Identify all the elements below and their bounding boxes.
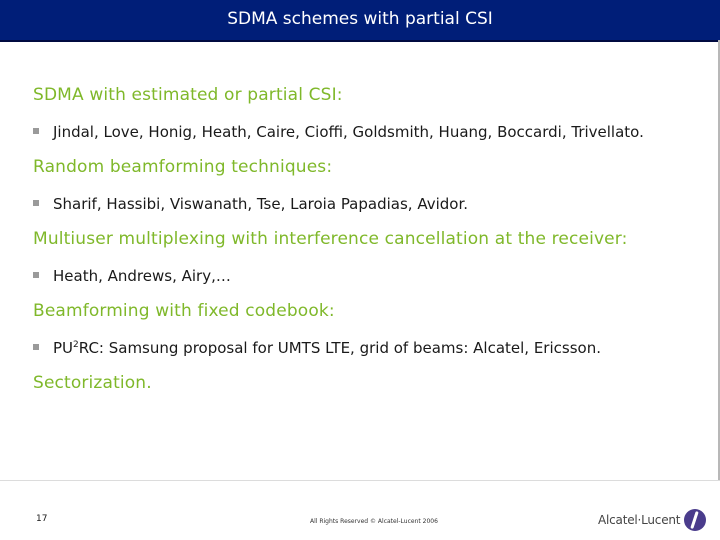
bullet-marker-icon [33,272,39,278]
copyright-notice: All Rights Reserved © Alcatel-Lucent 2006 [310,518,438,525]
section-heading-partial-csi: SDMA with estimated or partial CSI: [33,85,343,105]
bullet-random-beamforming-authors [33,192,703,216]
logo-mark-icon [684,509,706,531]
bullet-text-superscript: 2 [73,340,79,350]
bullet-text: Heath, Andrews, Airy,… [53,267,231,285]
slide-title: SDMA schemes with partial CSI [227,9,493,29]
section-heading-fixed-codebook: Beamforming with fixed codebook: [33,301,335,321]
section-heading-random-beamforming: Random beamforming techniques: [33,157,333,177]
section-heading-sectorization: Sectorization. [33,373,152,393]
bullet-partial-csi-authors [33,120,703,144]
footer-divider [0,480,720,481]
company-logo [598,508,706,532]
bullet-text: Jindal, Love, Honig, Heath, Caire, Cioffi, Goldsmith, Huang, Boccardi, Trivellato. [53,123,644,141]
bullet-text: Sharif, Hassibi, Viswanath, Tse, Laroia Papadias, Avidor. [53,195,469,213]
slide-content [33,84,703,408]
section-heading-multiuser-multiplexing: Multiuser multiplexing with interference cancellation at the receiver: [33,229,628,249]
bullet-fixed-codebook [33,336,703,360]
bullet-text-rest: RC: Samsung proposal for UMTS LTE, grid of beams: Alcatel, Ericsson. [78,339,601,357]
page-number: 17 [36,514,48,524]
bullet-multiuser-authors [33,264,703,288]
bullet-marker-icon [33,200,39,206]
bullet-marker-icon [33,344,39,350]
logo-text: Alcatel·Lucent [598,513,681,527]
bullet-marker-icon [33,128,39,134]
bullet-text-prefix: PU [53,339,74,357]
slide-title-bar [0,0,720,42]
